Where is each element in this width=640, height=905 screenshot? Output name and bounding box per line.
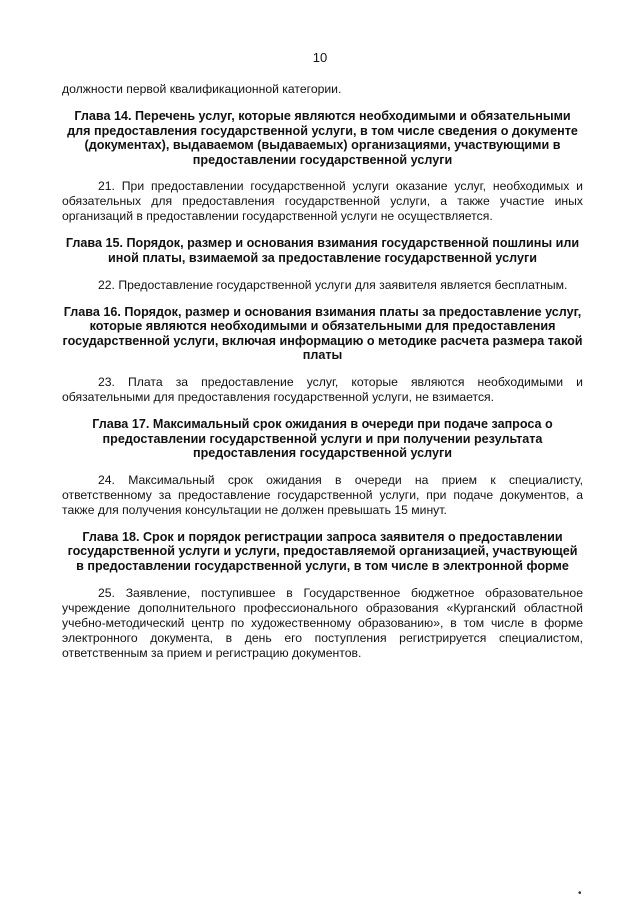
scan-dot-mark: • [578,888,582,899]
section-chapter-16 [62,305,583,405]
section-chapter-14 [62,109,583,224]
document-body [62,82,583,673]
chapter-17-heading: Глава 17. Максимальный срок ожидания в очереди при подаче запроса о предоставлении государственной услуги и при получении результата предоставления государственной услуги [92,416,553,461]
section-chapter-17 [62,417,583,518]
chapter-14-heading: Глава 14. Перечень услуг, которые являются необходимыми и обязательными для предоставления государственной услуги, в том числе сведения о документе (документах), выдаваемом (выдаваемых) организациями, участвующими в предоставлении государственной услуги [67,109,578,167]
chapter-18-heading: Глава 18. Срок и порядок регистрации запроса заявителя о предоставлении государственной услуги и услуги, предоставляемой организацией, участвующей в предоставлении государственной услуги, в том числе в электронной форме [67,529,578,573]
paragraph-21: 21. При предоставлении государственной услуги оказание услуг, необходимых и обязательных для предоставления государственной услуги, а также участие иных организаций в предоставлении государственной услуги не осуществляется. [62,179,583,224]
section-chapter-15 [62,236,583,292]
paragraph-22: 22. Предоставление государственной услуги для заявителя является бесплатным. [98,277,568,292]
intro-text: должности первой квалификационной категории. [62,82,342,96]
chapter-15-heading: Глава 15. Порядок, размер и основания взимания государственной пошлины или иной платы, взимаемой за предоставление государственной услуги [65,236,580,265]
paragraph-25: 25. Заявление, поступившее в Государственное бюджетное образовательное учреждение дополнительного профессионального образования «Курганский областной учебно-методический центр по художественному образованию», в том числе в форме электронного документа, в день его поступления регистрируется специалистом, ответственным за прием и регистрацию документов. [62,585,583,660]
paragraph-24: 24. Максимальный срок ожидания в очереди на прием к специалисту, ответственному за предоставление государственной услуги, при подаче документов, а также для получения консультации не должен превышать 15 минут. [62,472,583,517]
section-chapter-18 [62,530,583,661]
paragraph-23: 23. Плата за предоставление услуг, которые являются необходимыми и обязательными для предоставления государственной услуги, не взимается. [62,374,583,404]
chapter-16-heading: Глава 16. Порядок, размер и основания взимания платы за предоставление услуг, которые являются необходимыми и обязательными для предоставления государственной услуги, включая информацию о методике расчета размера такой платы [62,304,583,363]
page-number: 10 [312,50,328,65]
